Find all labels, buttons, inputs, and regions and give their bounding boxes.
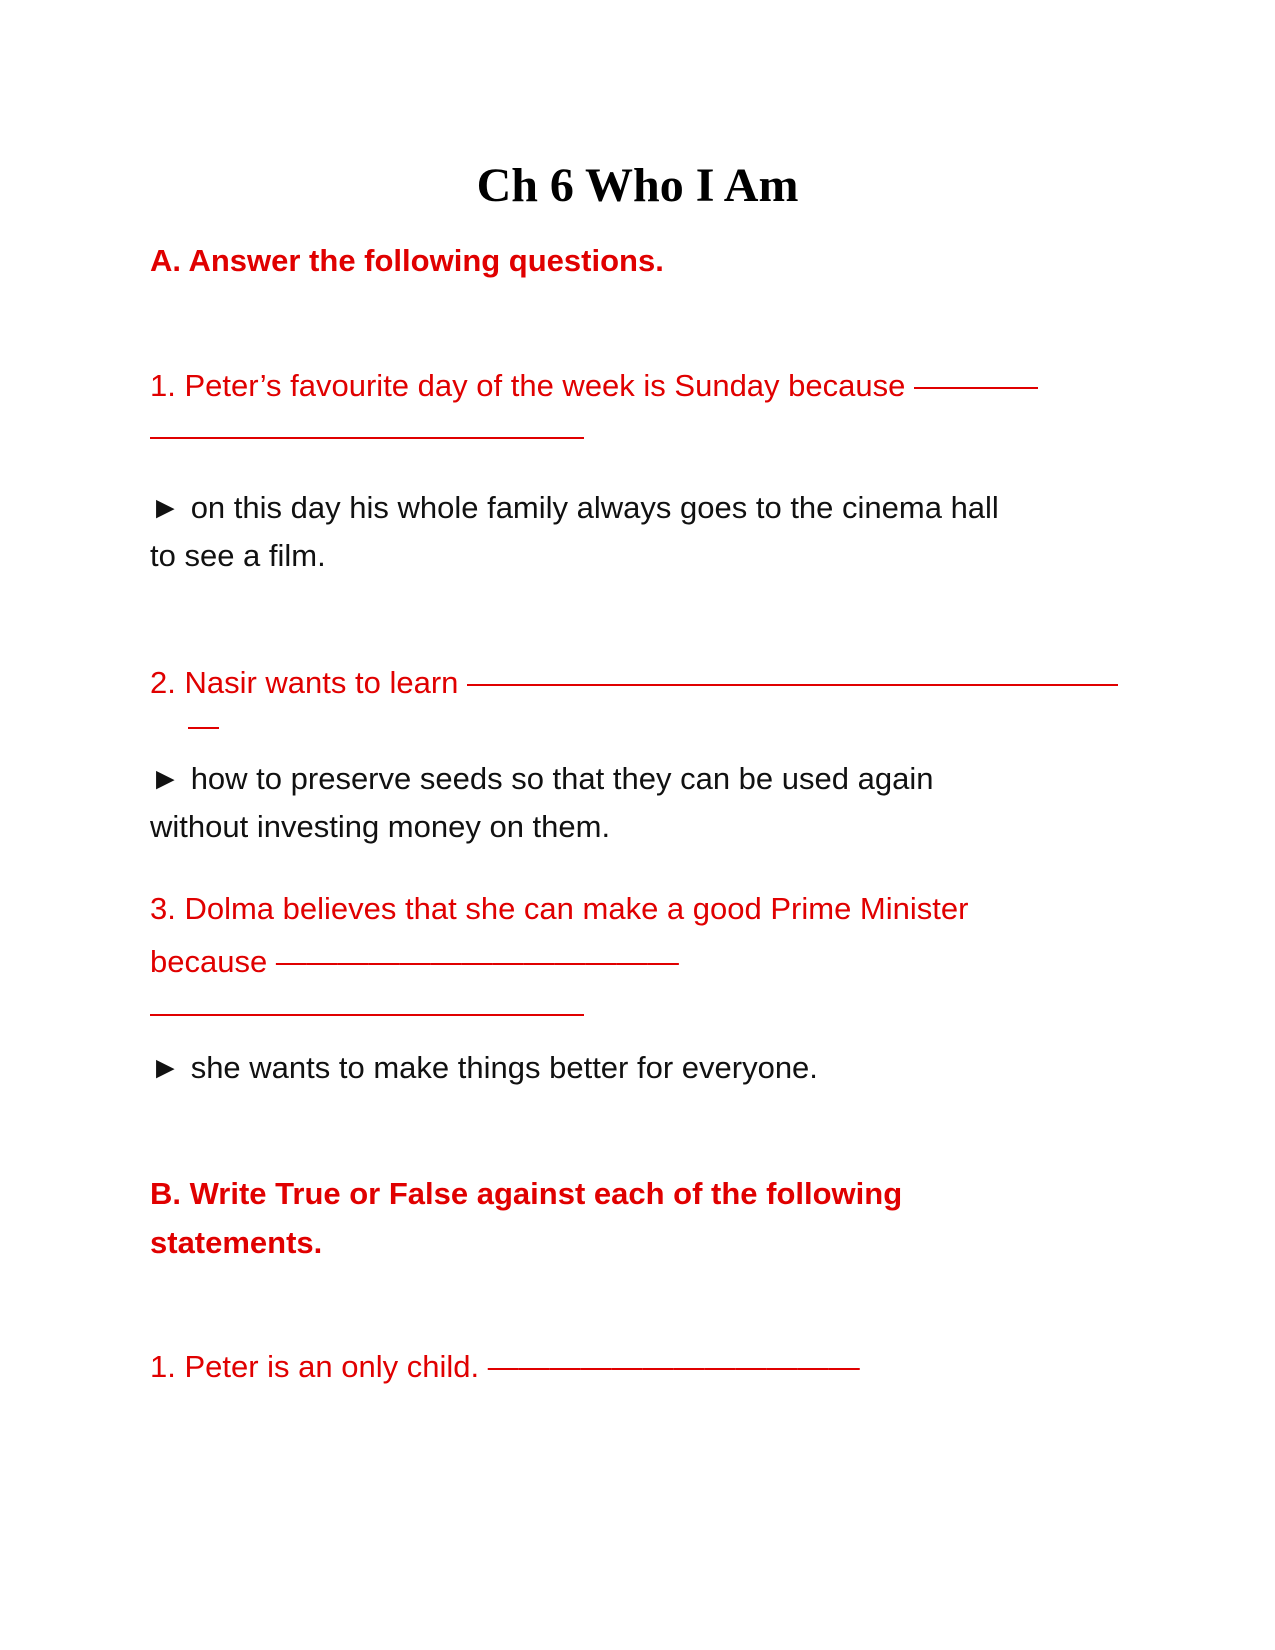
question-3-blank-1: because ————————————— <box>150 944 679 979</box>
question-3-blank-2: —————————————— <box>150 995 584 1030</box>
answer-3-line-1 <box>150 1049 818 1087</box>
question-3-text: 3. Dolma believes that she can make a good Prime Minister <box>150 891 969 926</box>
question-1-blank: —————————————— <box>150 418 584 453</box>
answer-2-line-1 <box>150 760 933 798</box>
answer-1-line-2: to see a film. <box>150 538 326 573</box>
answer-1-line-1 <box>150 489 999 527</box>
page-title: Ch 6 Who I Am <box>476 159 799 212</box>
answer-3-text: she wants to make things better for everyone. <box>190 1050 818 1085</box>
section-a-heading: A. Answer the following questions. <box>150 243 664 278</box>
question-2-blank: — <box>188 708 219 743</box>
question-1-text: 1. Peter’s favourite day of the week is Sunday because ———— <box>150 368 1038 403</box>
answer-2-line-2: without investing money on them. <box>150 809 611 844</box>
arrow-marker-icon: ► <box>150 761 181 796</box>
statement-1-text: 1. Peter is an only child. ———————————— <box>150 1349 860 1384</box>
section-b-heading-line-2: statements. <box>150 1225 323 1260</box>
section-b-heading-line-1: B. Write True or False against each of the following <box>150 1176 903 1211</box>
answer-2-text: how to preserve seeds so that they can be used again <box>190 761 934 796</box>
arrow-marker-icon: ► <box>150 1050 181 1085</box>
arrow-marker-icon: ► <box>150 490 181 525</box>
answer-1-text: on this day his whole family always goes to the cinema hall <box>190 490 999 525</box>
question-2-text: 2. Nasir wants to learn ————————————————————— <box>150 665 1119 700</box>
